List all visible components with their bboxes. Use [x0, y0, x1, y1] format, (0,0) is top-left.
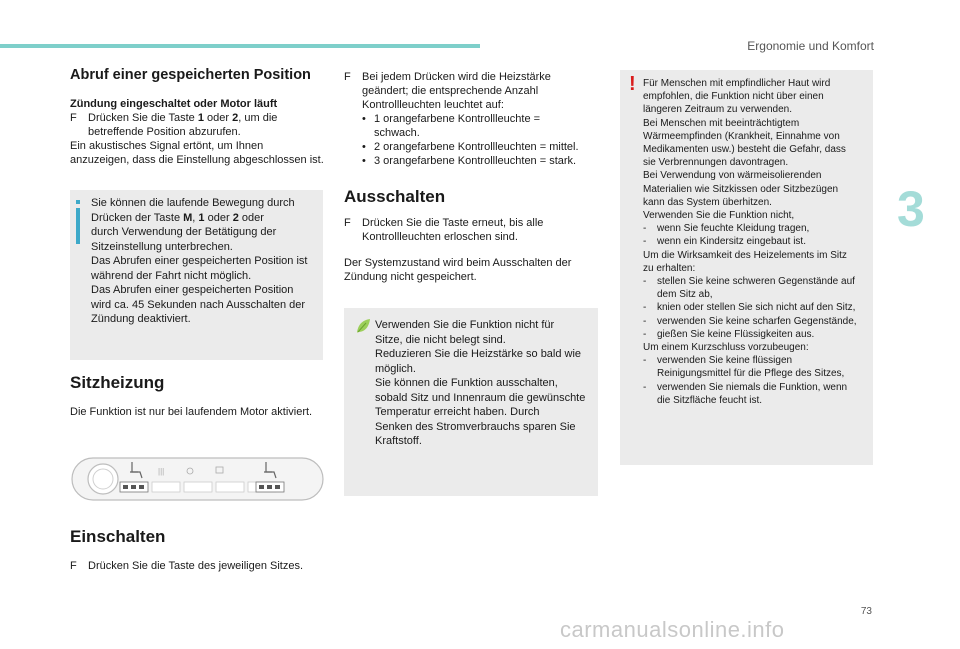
header-bar [0, 44, 480, 48]
heat-level-item: • 1 orangefarbene Kontrollleuchte = schwach. [362, 113, 541, 139]
switch-off-heading: Ausschalten [344, 187, 446, 206]
recall-heading: Abruf einer gespeicherten Position [70, 67, 311, 83]
warning-item: - verwenden Sie niemals die Funktion, wenn die Sitzfläche feucht ist. [643, 381, 848, 406]
switch-on-step: F Drücken Sie die Taste des jeweiligen Sitzes. [70, 560, 304, 572]
recall-subheading: Zündung eingeschaltet oder Motor läuft [70, 98, 278, 110]
heat-level-item: • 2 orangefarbene Kontrollleuchten = mittel. [362, 141, 579, 153]
seat-heating-section [70, 373, 330, 419]
bullet-marker: F [70, 560, 77, 572]
warning-item: - knien oder stellen Sie sich nicht auf den Sitz, [643, 302, 856, 314]
warning-box: ! Für Menschen mit empfindlicher Haut wird empfohlen, die Funktion nicht über einen längeren Zeitraum zu verwenden. Bei Menschen mit beeinträchtigtem Wärmeempfinden (Krankheit, Einnahme von Medikamenten usw.) besteht die Gefahr, dass sie Verbrennungen davontragen. Bei Verwendung von wärmeisolierenden Materialien wie Sitzkissen oder Sitzbezügen kann das System überhitzen. Verwenden Sie die Funktion nicht, - wenn Sie feuchte Kleidung tragen, - wenn ein Kindersitz eingebaut ist. Um die Wirksamkeit des Heizelements im Sitz zu erhalten: - stellen Sie keine schweren Gegenstände auf dem Sitz ab, - knien oder stellen Sie sich nicht auf den Sitz, - verwenden Sie keine scharfen Gegenstände, - gießen Sie keine Flüssigkeiten aus. Um einem Kurzschluss vorzubeugen: - verwenden Sie keine flüssigen Reinigungsmittel für die Pflege des Sitzes, - verwenden Sie niemals die Funktion, wenn die Sitzfläche feucht ist. [620, 70, 873, 465]
seat-heating-note: Die Funktion ist nur bei laufendem Motor aktiviert. [70, 406, 313, 418]
heat-level-section [344, 70, 599, 168]
switch-on-section [70, 527, 330, 573]
chapter-number: 3 [897, 181, 925, 237]
warning-item: - wenn ein Kindersitz eingebaut ist. [643, 236, 806, 248]
eco-box: Verwenden Sie die Funktion nicht für Sitze, die nicht belegt sind. Reduzieren Sie die Heizstärke so bald wie möglich. Sie können die Funktion ausschalten, sobald Sitz und Innenraum die gewünschte Temperatur erreicht haben. Durch Senken des Stromverbrauchs sparen Sie Kraftstoff. [344, 308, 598, 496]
warning-item: - verwenden Sie keine flüssigen Reinigungsmittel für die Pflege des Sitzes, [643, 355, 845, 380]
bullet-marker: F [70, 112, 77, 124]
recall-section [70, 68, 330, 167]
switch-off-note: Der Systemzustand wird beim Ausschalten der [344, 257, 572, 269]
switch-off-section [344, 187, 599, 284]
warning-icon: ! [629, 73, 636, 95]
watermark: carmanualsonline.info [560, 617, 785, 642]
recall-step: F Drücken Sie die Taste 1 oder 2, um die betreffende Position abzurufen. [70, 112, 278, 138]
seat-heating-panel-image [70, 452, 325, 506]
section-title: Ergonomie und Komfort [747, 39, 874, 53]
switch-on-heading: Einschalten [70, 527, 166, 546]
seat-heating-heading: Sitzheizung [70, 373, 165, 392]
warning-item: - wenn Sie feuchte Kleidung tragen, [643, 223, 810, 235]
bullet-marker: F [344, 217, 351, 229]
switch-off-note: Zündung nicht gespeichert. [344, 271, 477, 283]
bullet-marker: F [344, 71, 351, 83]
warning-item: - gießen Sie keine Flüssigkeiten aus. [643, 328, 815, 340]
page-number: 73 [860, 606, 872, 617]
warning-item: - stellen Sie keine schweren Gegenstände auf dem Sitz ab, [643, 276, 855, 301]
heat-level-item: • 3 orangefarbene Kontrollleuchten = stark. [362, 155, 577, 167]
recall-para: anzuzeigen, dass die Einstellung abgeschlossen ist. [70, 154, 324, 166]
warning-item: - verwenden Sie keine scharfen Gegenstände, [643, 315, 857, 327]
eco-leaf-icon [356, 318, 371, 334]
info-box: Sie können die laufende Bewegung durch Drücken der Taste M, 1 oder 2 oder durch Verwendung der Betätigung der Sitzeinstellung unterbrechen. Das Abrufen einer gespeicherten Position ist während der Fahrt nicht möglich. Das Abrufen einer gespeicherten Position wird ca. 45 Sekunden nach Ausschalten der Zündung deaktiviert. [70, 190, 323, 360]
info-icon [76, 208, 80, 244]
recall-para: Ein akustisches Signal ertönt, um Ihnen [70, 140, 264, 152]
heat-level-step: F Bei jedem Drücken wird die Heizstärke geändert; die entsprechende Anzahl Kontrollleuchten leuchtet auf: [344, 71, 551, 111]
switch-off-step: F Drücken Sie die Taste erneut, bis alle Kontrollleuchten erloschen sind. [344, 217, 544, 243]
svg-text:|||: ||| [158, 467, 165, 476]
